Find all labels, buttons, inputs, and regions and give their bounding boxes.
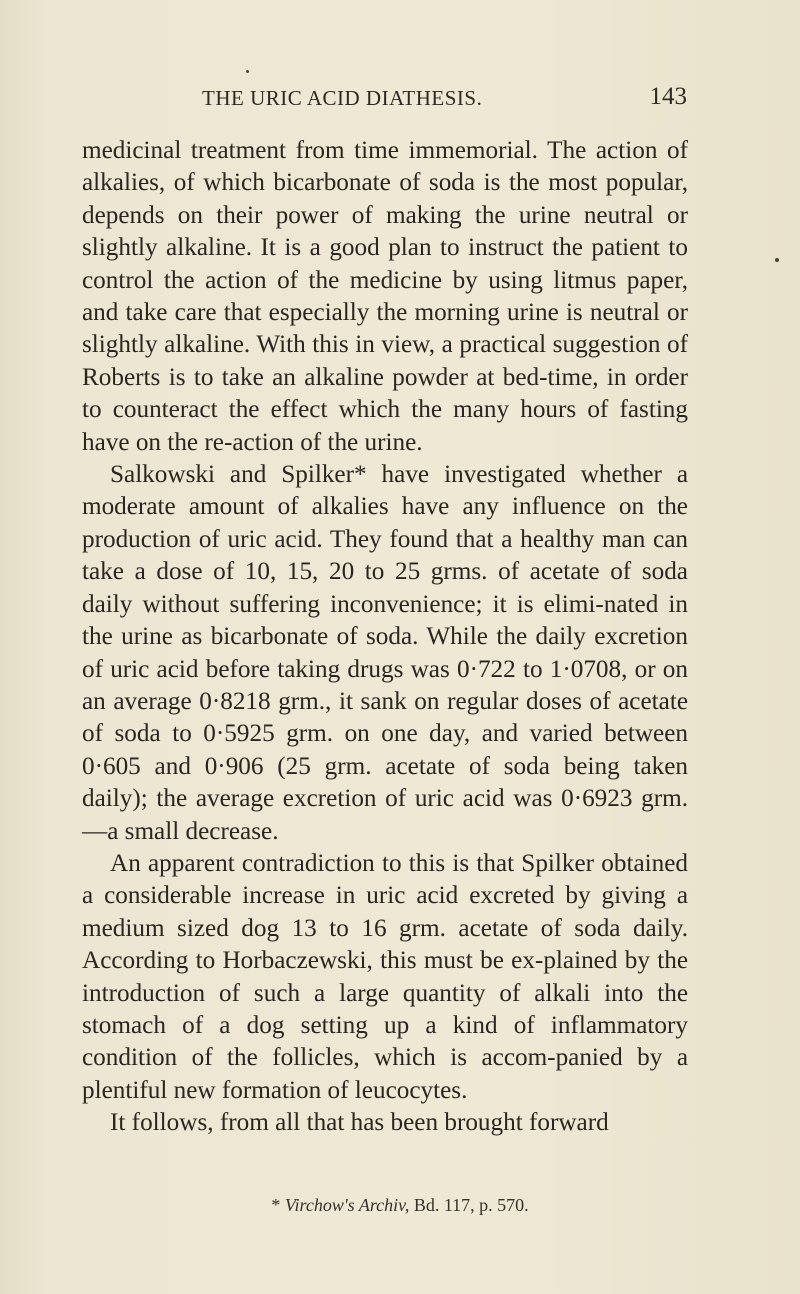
footnote-marker: * [271, 1195, 281, 1215]
page-number: 143 [649, 83, 687, 110]
paragraph-2: Salkowski and Spilker* have investigated whether a moderate amount of alkalies have any influence on the production of uric acid. They found that a healthy man can take a dose of 10, 15, 20 to 25 grms. of acetate of soda daily without suffering inconvenience; it is elimi-nated in the urine as bicarbonate of soda. While the daily excretion of uric acid before taking drugs was 0·722 to 1·0708, or on an average 0·8218 grm., it sank on regular doses of acetate of soda to 0·5925 grm. on one day, and varied between 0·605 and 0·906 (25 grm. acetate of soda being taken daily); the average excretion of uric acid was 0·6923 grm.—a small decrease. [82, 461, 688, 845]
footnote-journal: Virchow's Archiv, [284, 1195, 410, 1215]
dust-speck [246, 70, 249, 73]
page-header [0, 83, 800, 116]
footnote-reference: Bd. 117, p. 570. [413, 1195, 529, 1215]
paragraph-4: It follows, from all that has been brought forward [110, 1109, 609, 1137]
dust-speck [775, 258, 779, 262]
running-title: THE URIC ACID DIATHESIS. [202, 86, 483, 110]
footnote [0, 1195, 800, 1216]
body-text [82, 135, 688, 1140]
paragraph-3: An apparent contradiction to this is that Spilker obtained a considerable increase in uric acid excreted by giving a medium sized dog 13 to 16 grm. acetate of soda daily. According to Horbaczewski, this must be ex-plained by the introduction of such a large quantity of alkali into the stomach of a dog setting up a kind of inflammatory condition of the follicles, which is accom-panied by a plentiful new formation of leucocytes. [82, 849, 688, 1104]
paragraph-1: medicinal treatment from time immemorial. The action of alkalies, of which bicarbonate of soda is the most popular, depends on their power of making the urine neutral or slightly alkaline. It is a good plan to instruct the patient to control the action of the medicine by using litmus paper, and take care that especially the morning urine is neutral or slightly alkaline. With this in view, a practical suggestion of Roberts is to take an alkaline powder at bed-time, in order to counteract the effect which the many hours of fasting have on the re-action of the urine. [82, 137, 688, 456]
